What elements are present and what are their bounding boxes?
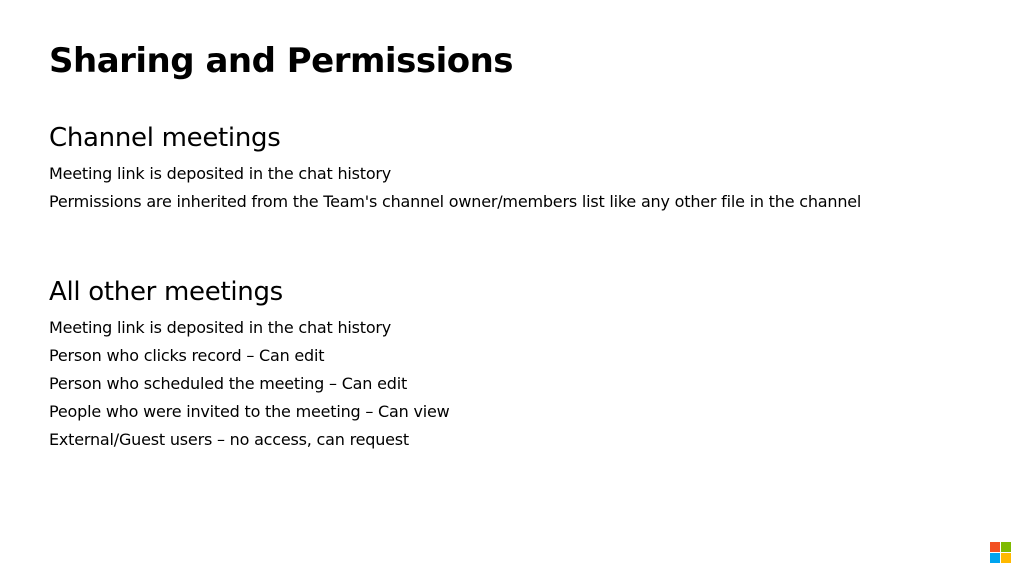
list-item: Meeting link is deposited in the chat history (49, 164, 392, 183)
logo-square-blue (990, 553, 1000, 563)
logo-square-red (990, 542, 1000, 552)
section-heading: Channel meetings (49, 123, 281, 153)
list-item: External/Guest users – no access, can request (49, 430, 410, 449)
list-item: Permissions are inherited from the Team's channel owner/members list like any other file in the channel (49, 192, 862, 211)
list-item: People who were invited to the meeting – Can view (49, 402, 450, 421)
section-heading: All other meetings (49, 277, 283, 307)
list-item: Person who clicks record – Can edit (49, 346, 325, 365)
list-item: Person who scheduled the meeting – Can edit (49, 374, 408, 393)
section-all-other-meetings (49, 274, 450, 454)
list-item: Meeting link is deposited in the chat history (49, 318, 392, 337)
logo-square-yellow (1001, 553, 1011, 563)
bullet-list (49, 314, 450, 454)
section-channel-meetings (49, 120, 861, 216)
slide-title: Sharing and Permissions (49, 41, 514, 81)
logo-square-green (1001, 542, 1011, 552)
microsoft-logo-icon (990, 542, 1011, 563)
bullet-list (49, 160, 861, 216)
